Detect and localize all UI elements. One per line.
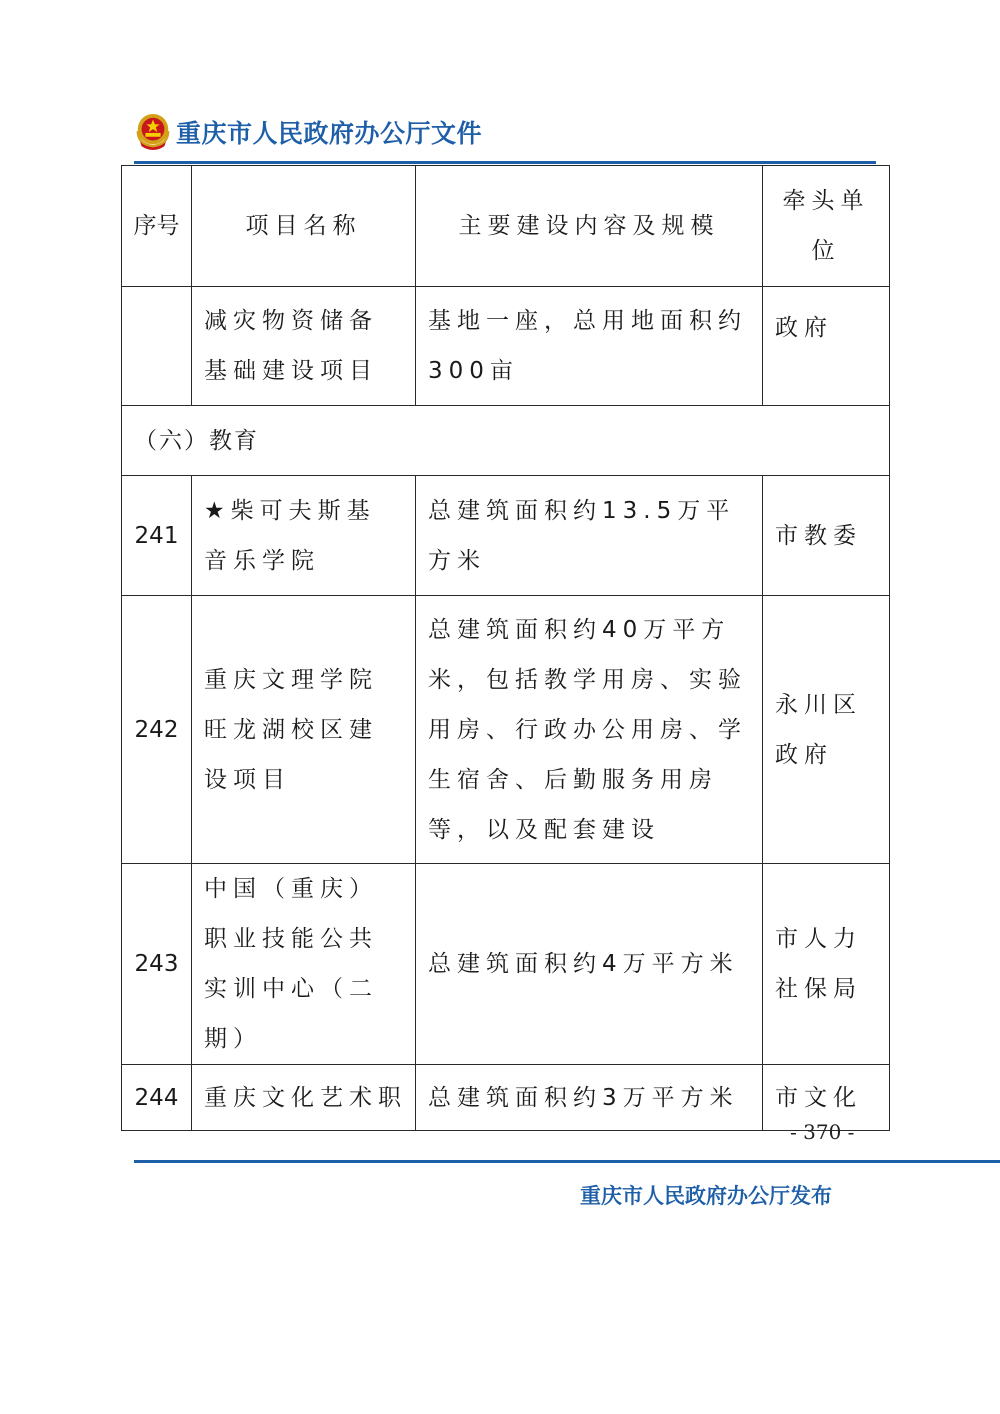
row-name: 减灾物资储备基础建设项目 — [192, 287, 416, 406]
row-no: 243 — [122, 864, 192, 1065]
row-unit: 永川区政府 — [763, 596, 890, 864]
row-content: 总建筑面积约40万平方米，包括教学用房、实验用房、行政办公用房、学生宿舍、后勤服务用房等，以及配套建设 — [416, 596, 763, 864]
row-unit: 市教委 — [763, 476, 890, 596]
row-content: 总建筑面积约3万平方米 — [416, 1065, 763, 1131]
page-number: - 370 - — [790, 1120, 855, 1144]
row-content: 总建筑面积约13.5万平方米 — [416, 476, 763, 596]
row-no: 241 — [122, 476, 192, 596]
document-header-title: 重庆市人民政府办公厅文件 — [176, 119, 483, 148]
document-header — [134, 112, 482, 152]
row-no — [122, 287, 192, 406]
national-emblem-icon — [134, 112, 172, 152]
row-unit: 市文化 — [763, 1065, 890, 1131]
row-no: 242 — [122, 596, 192, 864]
row-name: 中国（重庆）职业技能公共实训中心（二期） — [192, 864, 416, 1065]
table-row — [122, 596, 890, 864]
row-unit: 市人力社保局 — [763, 864, 890, 1065]
header-divider — [134, 161, 876, 164]
row-content: 基地一座，总用地面积约300亩 — [416, 287, 763, 406]
row-name: 重庆文理学院旺龙湖校区建设项目 — [192, 596, 416, 864]
footer-divider — [134, 1160, 1000, 1163]
header-no: 序号 — [122, 166, 192, 287]
header-content: 主要建设内容及规模 — [416, 166, 763, 287]
section-education: （六）教育 — [122, 406, 890, 476]
project-table — [121, 165, 890, 1131]
header-unit: 牵头单位 — [763, 166, 890, 287]
section-row — [122, 406, 890, 476]
table-row — [122, 1065, 890, 1131]
row-name: ★柴可夫斯基音乐学院 — [192, 476, 416, 596]
row-no: 244 — [122, 1065, 192, 1131]
header-name: 项目名称 — [192, 166, 416, 287]
row-unit: 政府 — [763, 287, 890, 406]
table-row — [122, 287, 890, 406]
table-header-row — [122, 166, 890, 287]
footer-publisher: 重庆市人民政府办公厅发布 — [580, 1183, 832, 1208]
table-row — [122, 476, 890, 596]
table-row — [122, 864, 890, 1065]
row-name: 重庆文化艺术职 — [192, 1065, 416, 1131]
row-content: 总建筑面积约4万平方米 — [416, 864, 763, 1065]
